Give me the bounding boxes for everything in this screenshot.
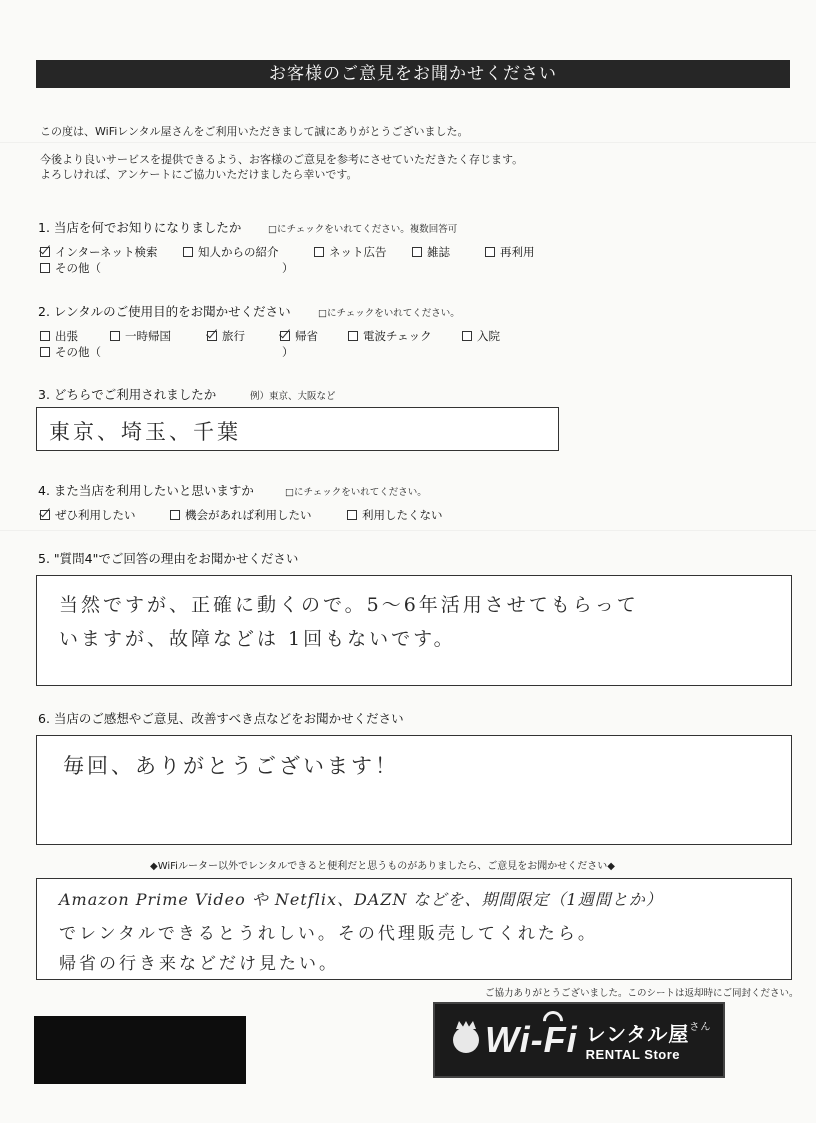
logo-shop-name: レンタル屋$^{さん}$	[585, 1022, 712, 1046]
q4-option-no[interactable]: 利用したくない	[347, 507, 443, 523]
question-2-note: □にチェックをいれてください。	[318, 308, 460, 319]
q7-answer-box[interactable]	[36, 878, 792, 980]
checkbox[interactable]	[40, 331, 50, 341]
q7-handwritten-line-2: でレンタルできるとうれしい。その代理販売してくれたら。	[59, 924, 598, 944]
q6-handwritten-answer: 毎回、ありがとうございます！	[63, 754, 399, 778]
q4-option-if-chance[interactable]: 機会があれば利用したい	[170, 507, 312, 523]
question-5-title: 5. "質問4"でご回答の理由をお聞かせください	[38, 551, 299, 566]
q1-option-net-ad[interactable]: ネット広告	[314, 244, 387, 260]
q2-option-homecoming[interactable]: 一時帰国	[110, 328, 171, 344]
redacted-block	[34, 1016, 246, 1084]
q3-answer-box[interactable]	[36, 407, 559, 451]
q2-option-signal-check[interactable]: 電波チェック	[348, 328, 432, 344]
checkbox[interactable]	[348, 331, 358, 341]
logo-shop-block	[586, 1018, 712, 1062]
question-3-title: 3. どちらでご利用されましたか	[38, 387, 217, 402]
checkbox[interactable]	[183, 247, 193, 257]
checkbox[interactable]	[40, 347, 50, 357]
q7-handwritten-line-3: 帰省の行き来などだけ見たい。	[59, 954, 339, 974]
q6-answer-box[interactable]	[36, 735, 792, 845]
intro-line-2: 今後より良いサービスを提供できるよう、お客様のご意見を参考にさせていただきたく存じます。	[40, 153, 524, 166]
q1-option-reuse[interactable]: 再利用	[485, 244, 535, 260]
checkbox[interactable]	[170, 510, 180, 520]
question-1-title: 1. 当店を何でお知りになりましたか	[38, 220, 242, 235]
checkbox[interactable]	[485, 247, 495, 257]
checkbox[interactable]	[314, 247, 324, 257]
q5-handwritten-line-2: いますが、故障などは 1回もないです。	[59, 628, 456, 650]
q2-option-other[interactable]: その他（	[40, 344, 101, 360]
checkbox-checked[interactable]	[280, 331, 290, 341]
checkbox[interactable]	[110, 331, 120, 341]
thank-you-note: ご協力ありがとうございました。このシートは返却時にご同封ください。	[485, 988, 799, 999]
q2-option-hospital[interactable]: 入院	[462, 328, 500, 344]
q7-handwritten-line-1: Amazon Prime Video や Netflix、DAZN などを、期間限定（1週間とか）	[59, 890, 663, 909]
page-title: お客様のご意見をお聞かせください	[36, 60, 790, 88]
crown-mascot-icon	[453, 1027, 479, 1053]
checkbox-checked[interactable]	[207, 331, 217, 341]
question-3-example: 例）東京、大阪など	[250, 391, 336, 402]
brand-logo	[433, 1002, 725, 1078]
checkbox[interactable]	[412, 247, 422, 257]
checkbox[interactable]	[462, 331, 472, 341]
q1-option-referral[interactable]: 知人からの紹介	[183, 244, 279, 260]
scan-artifact	[0, 530, 816, 531]
checkbox-checked[interactable]	[40, 247, 50, 257]
q2-option-business-trip[interactable]: 出張	[40, 328, 78, 344]
checkbox[interactable]	[347, 510, 357, 520]
q4-option-definitely[interactable]: ぜひ利用したい	[40, 507, 136, 523]
checkbox-checked[interactable]	[40, 510, 50, 520]
question-6-title: 6. 当店のご感想やご意見、改善すべき点などをお聞かせください	[38, 711, 404, 726]
q5-answer-box[interactable]	[36, 575, 792, 686]
logo-rental-store: RENTAL Store	[585, 1047, 681, 1062]
question-4-note: □にチェックをいれてください。	[285, 487, 427, 498]
scan-artifact	[0, 142, 816, 143]
q3-handwritten-answer: 東京、埼玉、千葉	[49, 420, 241, 444]
question-4-title: 4. また当店を利用したいと思いますか	[38, 483, 254, 498]
intro-line-1: この度は、WiFiレンタル屋さんをご利用いただきまして誠にありがとうございました。	[40, 125, 469, 138]
intro-line-3: よろしければ、アンケートにご協力いただけましたら幸いです。	[40, 168, 358, 181]
q1-option-internet[interactable]: インターネット検索	[40, 244, 157, 260]
q1-other-close: ）	[282, 261, 294, 275]
q2-option-travel[interactable]: 旅行	[207, 328, 245, 344]
question-1-note: □にチェックをいれてください。複数回答可	[268, 224, 458, 235]
checkbox[interactable]	[40, 263, 50, 273]
question-2-title: 2. レンタルのご使用目的をお聞かせください	[38, 304, 291, 319]
q5-handwritten-line-1: 当然ですが、正確に動くので。5〜6年活用させてもらって	[59, 594, 639, 616]
q2-other-close: ）	[282, 345, 294, 359]
question-7-prompt: ◆WiFiルーター以外でレンタルできると便利だと思うものがありましたら、ご意見をお聞かせください◆	[150, 861, 615, 872]
q1-option-magazine[interactable]: 雑誌	[412, 244, 450, 260]
logo-wifi-text: Wi-Fi	[485, 1019, 578, 1061]
q1-option-other[interactable]: その他（	[40, 260, 101, 276]
q2-option-visit-home[interactable]: 帰省	[280, 328, 318, 344]
